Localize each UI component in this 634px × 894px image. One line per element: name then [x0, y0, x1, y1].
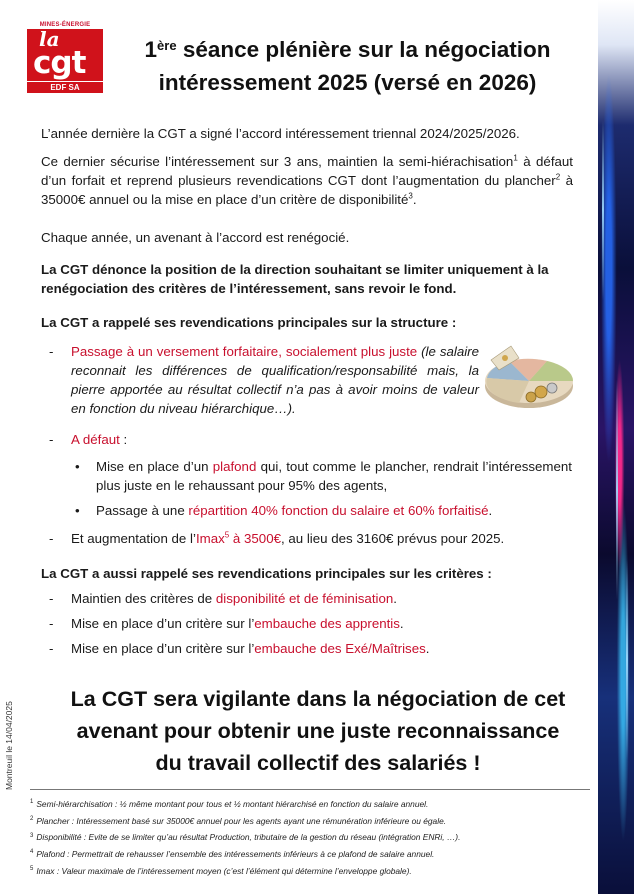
- footnote: $^5$ Imax : Valeur maximale de l’intéressement moyen (c’est l’élément qui détermine l’enveloppe globale).: [30, 865, 412, 876]
- cgt-logo: [27, 22, 103, 96]
- structure-item-1-italic: (le salaire reconnait les différences de qualification/responsabilité mais, la pierre apportée au résultat collectif n’a pas à avoir moins de valeur en fonction du niveau hiérarchique…).: [71, 344, 480, 416]
- dash-marker: -: [49, 432, 54, 447]
- logo-cgt-text: cgt: [33, 45, 86, 81]
- footnote: $^3$ Disponibilité : Evite de se limiter qu’au résultat Production, tributaire de la gestion du réseau (intégration ENRi, …).: [30, 832, 461, 843]
- bullet-2-red: répartition 40% fonction du salaire et 60% forfaitisé: [188, 503, 489, 518]
- conclusion-line-1: La CGT sera vigilante dans la négociation de cet: [70, 687, 566, 711]
- structure-item-1: [49, 342, 479, 418]
- title-superscript: ère: [157, 38, 177, 53]
- denounce-paragraph: La CGT dénonce la position de la direction souhaitant se limiter uniquement à la renégociation des critères de l’intéressement, sans revoir le fond.: [41, 262, 549, 296]
- bullet-item-1: • Mise en place d’un plafond qui, tout comme le plancher, rendrait l’intéressement plus juste en le rehaussant pour 95% des agents,: [75, 459, 572, 493]
- decorative-side-band: [598, 0, 634, 894]
- footnotes: [30, 789, 590, 880]
- bullet-marker: •: [75, 503, 80, 518]
- coins-and-banknotes-pie-image: [479, 340, 575, 416]
- intro-paragraph-2: Ce dernier sécurise l’intéressement sur 3 ans, maintien la semi-hiérachisation$^1$ à défaut d’un forfait et reprend plusieurs revendications CGT dont l’augmentation du plancher$^2$ à 35000€ annuel ou la mise en place d’un critère de disponibilité$^3$.: [41, 153, 573, 207]
- criteria-item: - Mise en place d’un critère sur l’embauche des Exé/Maîtrises.: [49, 641, 430, 656]
- bullet-1-red: plafond: [212, 459, 257, 474]
- title-line-1: 1ère séance plénière sur la négociation: [144, 37, 551, 62]
- structure-item-3: - Et augmentation de l’Imax$^5$ à 3500€, au lieu des 3160€ prévus pour 2025.: [49, 530, 505, 546]
- footnote: $^2$ Plancher : Intéressement basé sur 35000€ annuel pour les agents ayant une rémunération inférieure ou égale.: [30, 815, 447, 826]
- logo-la-text: la: [39, 27, 60, 51]
- title-line-2: intéressement 2025 (versé en 2026): [158, 70, 537, 95]
- criteria-item: - Mise en place d’un critère sur l’embauche des apprentis.: [49, 616, 404, 631]
- conclusion-line-3: du travail collectif des salariés !: [155, 751, 481, 775]
- dash-marker: -: [49, 531, 54, 546]
- bullet-item-2: • Passage à une répartition 40% fonction du salaire et 60% forfaitisé.: [75, 503, 493, 518]
- structure-item-2: - A défaut :: [49, 432, 128, 447]
- logo-red-box: [27, 29, 103, 81]
- date-location-vertical: Montreuil le 14/04/2025: [4, 701, 14, 790]
- logo-top-text: MINES-ÉNERGIE: [39, 22, 91, 28]
- conclusion-line-2: avenant pour obtenir une juste reconnaissance: [76, 719, 560, 743]
- intro-paragraph-3: Chaque année, un avenant à l’accord est renégocié.: [41, 230, 350, 245]
- footnote: $^4$ Plafond : Permettrait de rehausser l’ensemble des intéressements inférieurs à ce plafond de salaire annuel.: [30, 849, 435, 860]
- structure-heading: La CGT a rappelé ses revendications principales sur la structure :: [41, 315, 457, 330]
- conclusion-block: [38, 683, 598, 779]
- bullet-marker: •: [75, 459, 80, 474]
- page-title: [110, 33, 585, 99]
- logo-sub-text: EDF SA: [27, 82, 103, 93]
- structure-item-1-red: Passage à un versement forfaitaire, socialement plus juste: [71, 344, 418, 359]
- criteria-item: - Maintien des critères de disponibilité et de féminisation.: [49, 591, 397, 606]
- structure-item-2-red: A défaut: [71, 432, 120, 447]
- dash-marker: -: [49, 344, 54, 359]
- criteria-heading: La CGT a aussi rappelé ses revendications principales sur les critères :: [41, 566, 492, 581]
- intro-paragraph-1: L’année dernière la CGT a signé l’accord intéressement triennal 2024/2025/2026.: [41, 126, 520, 141]
- footnote: $^1$ Semi-hiérarchisation : ½ même montant pour tous et ½ montant hiérarchisé en fonction du salaire annuel.: [30, 799, 429, 809]
